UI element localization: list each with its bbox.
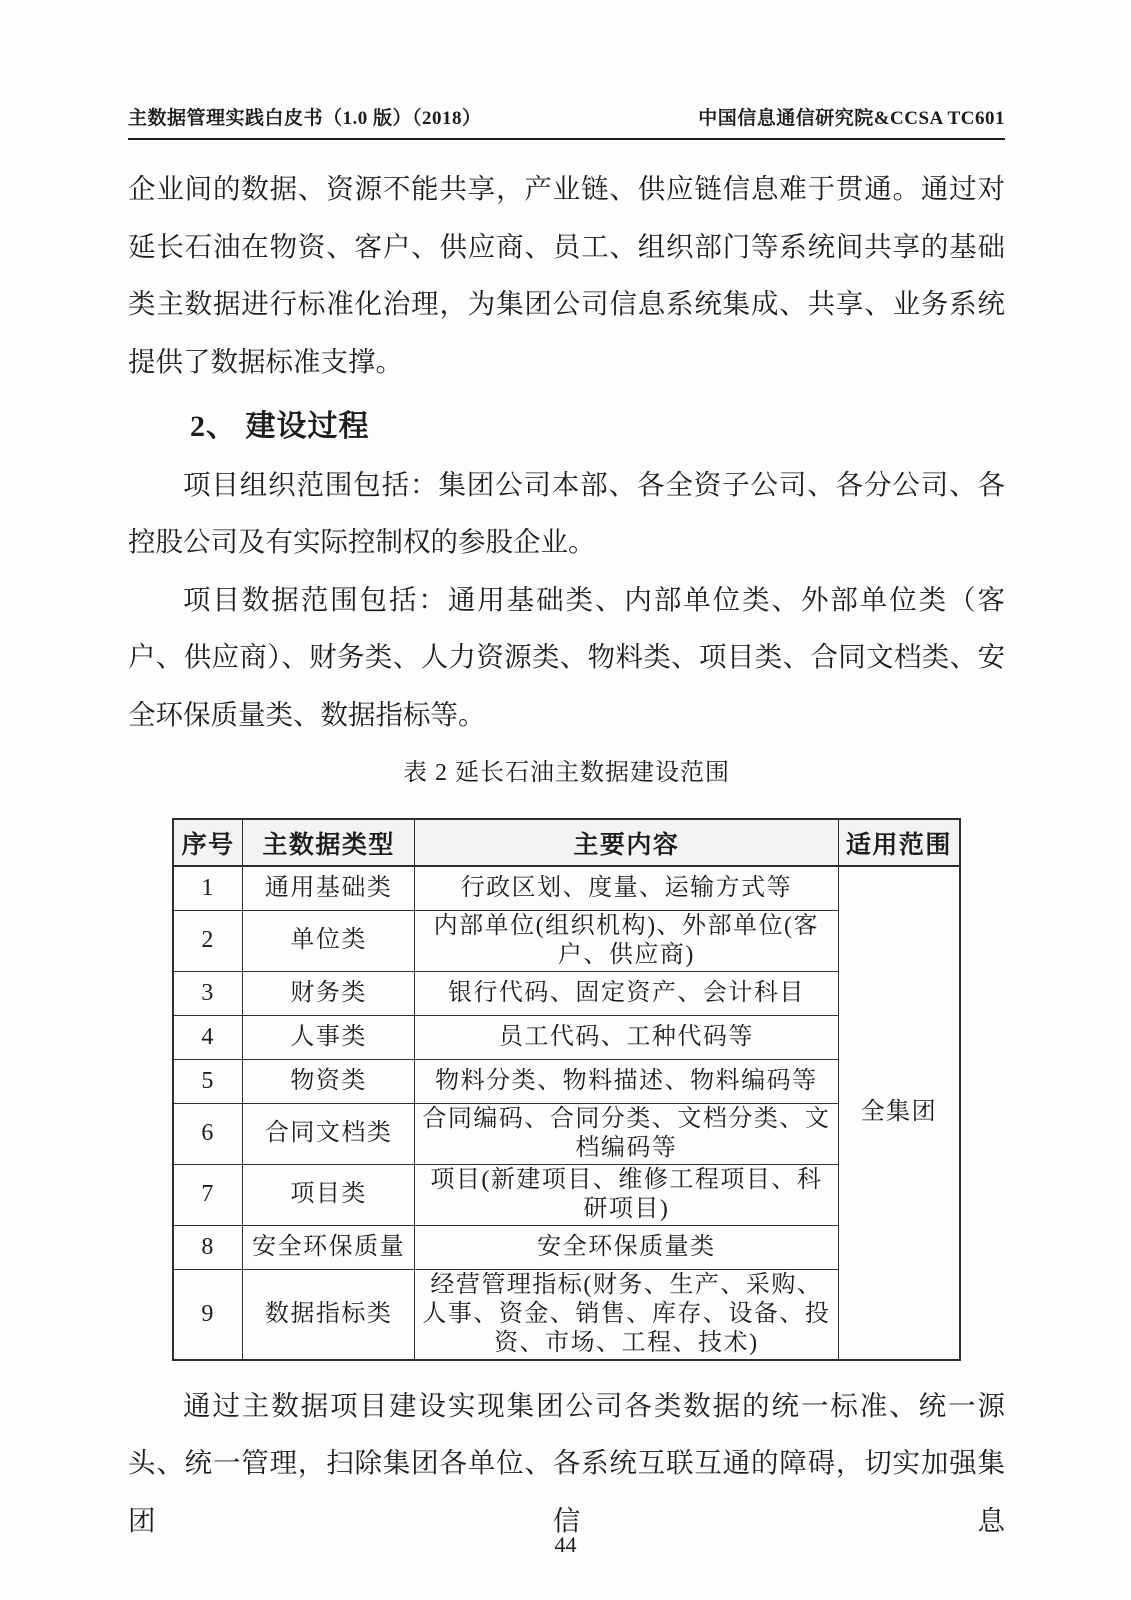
column-header-scope: 适用范围 [838,819,960,866]
cell-type: 数据指标类 [243,1269,415,1360]
cell-type: 项目类 [243,1164,415,1225]
cell-content: 经营管理指标(财务、生产、采购、人事、资金、销售、库存、设备、投资、市场、工程、技术) [414,1269,838,1360]
page-body [128,160,1005,1549]
table-caption: 表 2 延长石油主数据建设范围 [403,760,730,786]
paragraph-3: 项目数据范围包括：通用基础类、内部单位类、外部单位类（客户、供应商）、财务类、人力资源类、物料类、项目类、合同文档类、安全环保质量类、数据指标等。 [128,583,1005,730]
paragraph-2: 项目组织范围包括：集团公司本部、各全资子公司、各分公司、各控股公司及有实际控制权的参股企业。 [128,468,1005,557]
page-number: 44 [554,1532,577,1557]
cell-type: 通用基础类 [243,866,415,910]
section-heading: 2、 建设过程 [190,410,370,443]
master-data-scope-table [172,818,961,1361]
cell-no: 8 [173,1225,243,1269]
header-left-title: 主数据管理实践白皮书（1.0 版）（2018） [128,108,482,129]
cell-content: 合同编码、合同分类、文档分类、文档编码等 [414,1103,838,1164]
cell-content: 项目(新建项目、维修工程项目、科研项目) [414,1164,838,1225]
cell-type: 人事类 [243,1015,415,1059]
cell-no: 7 [173,1164,243,1225]
cell-content: 内部单位(组织机构)、外部单位(客户、供应商) [414,910,838,971]
cell-type: 安全环保质量 [243,1225,415,1269]
cell-content: 物料分类、物料描述、物料编码等 [414,1059,838,1103]
cell-type: 财务类 [243,971,415,1015]
cell-type: 物资类 [243,1059,415,1103]
paragraph-1: 企业间的数据、资源不能共享，产业链、供应链信息难于贯通。通过对延长石油在物资、客户、供应商、员工、组织部门等系统间共享的基础类主数据进行标准化治理，为集团公司信息系统集成、共享、业务系统提供了数据标准支撑。 [128,173,1005,377]
cell-content: 员工代码、工种代码等 [414,1015,838,1059]
cell-content: 安全环保质量类 [414,1225,838,1269]
cell-no: 3 [173,971,243,1015]
cell-content: 银行代码、固定资产、会计科目 [414,971,838,1015]
cell-scope-merged: 全集团 [838,866,960,1360]
cell-type: 单位类 [243,910,415,971]
page-header [128,103,1005,140]
paragraph-4: 通过主数据项目建设实现集团公司各类数据的统一标准、统一源头、统一管理，扫除集团各单位、各系统互联互通的障碍，切实加强集团信息 [128,1389,1005,1536]
cell-no: 9 [173,1269,243,1360]
header-right-title: 中国信息通信研究院&CCSA TC601 [698,108,1005,129]
cell-no: 1 [173,866,243,910]
column-header-content: 主要内容 [414,819,838,866]
table-header-row [173,819,960,866]
cell-no: 6 [173,1103,243,1164]
table-row [173,866,960,910]
cell-type: 合同文档类 [243,1103,415,1164]
cell-no: 5 [173,1059,243,1103]
cell-no: 4 [173,1015,243,1059]
cell-content: 行政区划、度量、运输方式等 [414,866,838,910]
column-header-no: 序号 [173,819,243,866]
cell-no: 2 [173,910,243,971]
column-header-type: 主数据类型 [243,819,415,866]
